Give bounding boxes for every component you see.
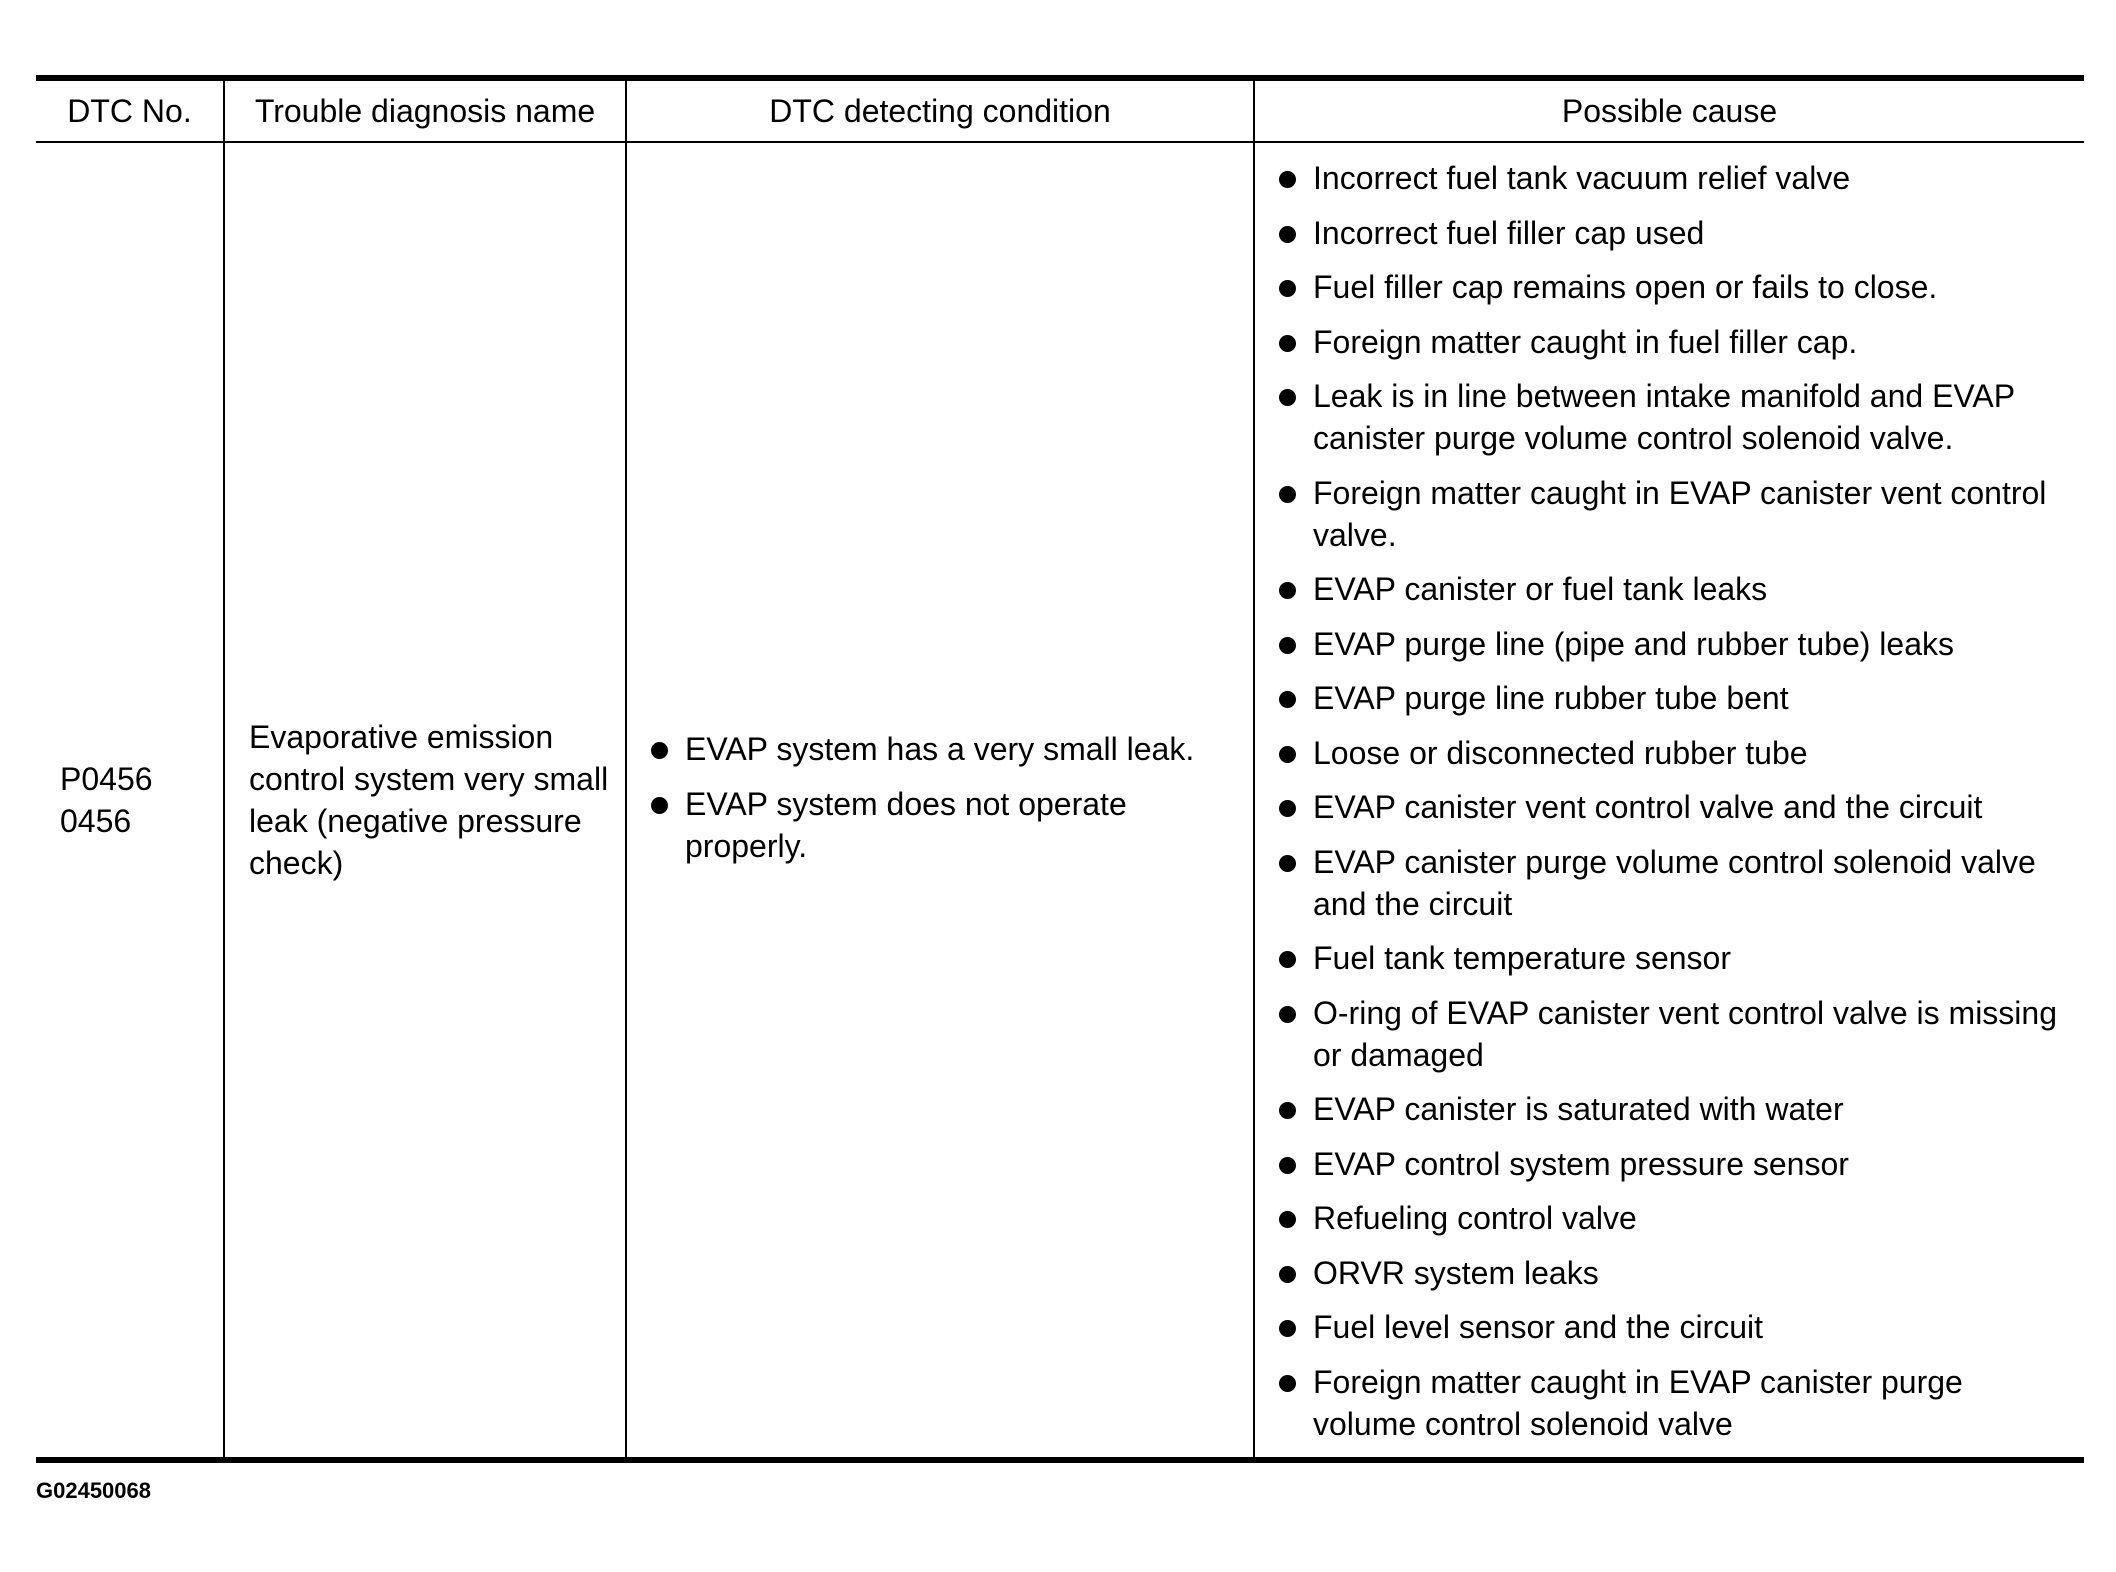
list-item (1255, 1143, 2084, 1185)
bullet-icon (1279, 691, 1296, 708)
figure-code: G02450068 (36, 1478, 151, 1503)
possible-cause-list (1255, 143, 2084, 1457)
list-item (1255, 1197, 2084, 1239)
list-item-text: EVAP canister is saturated with water (1313, 1091, 1844, 1127)
table-row (36, 142, 2084, 1460)
list-item-text: EVAP canister vent control valve and the circuit (1313, 789, 1983, 825)
list-item-text: Leak is in line between intake manifold and EVAP canister purge volume control solenoid valve. (1313, 378, 2015, 456)
bullet-icon (1279, 637, 1296, 654)
list-item-text: O-ring of EVAP canister vent control valve is missing or damaged (1313, 994, 2057, 1073)
bullet-icon (1279, 951, 1296, 968)
diagnosis-name: Evaporative emission control system very small leak (negative pressure check) (249, 718, 609, 881)
bullet-icon (1279, 486, 1296, 503)
bullet-icon (1279, 1211, 1296, 1228)
list-item-text: EVAP system has a very small leak. (685, 731, 1195, 768)
list-item-text: Loose or disconnected rubber tube (1313, 734, 1808, 771)
list-item-text: EVAP canister purge volume control solenoid valve and the circuit (1313, 843, 2036, 922)
dtc-number: P0456 (60, 760, 153, 797)
bullet-icon (651, 797, 668, 814)
list-item (627, 783, 1253, 867)
list-item-text: ORVR system leaks (1313, 1254, 1599, 1291)
header-trouble-diagnosis-name: Trouble diagnosis name (224, 78, 626, 142)
list-item (1255, 786, 2084, 828)
list-item (1255, 1361, 2084, 1445)
bullet-icon (1279, 1320, 1296, 1337)
dtc-number-cell (36, 142, 224, 1460)
bullet-icon (1279, 280, 1296, 297)
bullet-icon (1279, 335, 1296, 352)
list-item-text: Fuel level sensor and the circuit (1313, 1309, 1763, 1345)
header-possible-cause: Possible cause (1254, 78, 2084, 142)
list-item-text: Foreign matter caught in EVAP canister vent control valve. (1313, 474, 2047, 553)
bullet-icon (1279, 800, 1296, 817)
list-item (1255, 732, 2084, 774)
list-item (1255, 321, 2084, 363)
list-item (1255, 1306, 2084, 1348)
list-item (1255, 375, 2084, 459)
bullet-icon (1279, 389, 1296, 406)
list-item-text: EVAP canister or fuel tank leaks (1313, 571, 1768, 607)
list-item (1255, 1252, 2084, 1294)
list-item (1255, 1088, 2084, 1130)
list-item-text: EVAP purge line (pipe and rubber tube) leaks (1313, 625, 1954, 662)
bullet-icon (1279, 171, 1296, 188)
bullet-icon (1279, 746, 1296, 763)
dtc-table (36, 75, 2084, 1463)
bullet-icon (651, 742, 668, 759)
list-item (627, 728, 1253, 770)
list-item-text: Foreign matter caught in EVAP canister purge volume control solenoid valve (1313, 1363, 1963, 1442)
list-item (1255, 841, 2084, 925)
list-item (1255, 157, 2084, 199)
bullet-icon (1279, 1375, 1296, 1392)
bullet-icon (1279, 855, 1296, 872)
list-item-text: Fuel filler cap remains open or fails to close. (1313, 269, 1938, 305)
list-item-text: EVAP control system pressure sensor (1313, 1145, 1849, 1182)
list-item-text: Refueling control valve (1313, 1200, 1637, 1236)
list-item (1255, 568, 2084, 610)
list-item (1255, 212, 2084, 254)
list-item-text: EVAP purge line rubber tube bent (1313, 680, 1789, 716)
bullet-icon (1279, 1102, 1296, 1119)
bullet-icon (1279, 582, 1296, 599)
detecting-condition-list (627, 728, 1253, 867)
list-item-text: Fuel tank temperature sensor (1313, 940, 1731, 976)
list-item (1255, 266, 2084, 308)
list-item-text: Incorrect fuel tank vacuum relief valve (1313, 160, 1851, 196)
list-item (1255, 937, 2084, 979)
bullet-icon (1279, 1157, 1296, 1174)
list-item (1255, 472, 2084, 556)
list-item-text: Incorrect fuel filler cap used (1313, 214, 1705, 251)
list-item (1255, 992, 2084, 1076)
header-dtc-no: DTC No. (36, 78, 224, 142)
list-item-text: Foreign matter caught in fuel filler cap. (1313, 323, 1858, 360)
list-item-text: EVAP system does not operate properly. (685, 786, 1127, 865)
dtc-number: 0456 (60, 802, 132, 839)
diagnosis-name-cell (224, 142, 626, 1460)
bullet-icon (1279, 226, 1296, 243)
header-dtc-detecting-condition: DTC detecting condition (626, 78, 1254, 142)
detecting-condition-cell (626, 142, 1254, 1460)
possible-cause-cell (1254, 142, 2084, 1460)
list-item (1255, 677, 2084, 719)
list-item (1255, 623, 2084, 665)
table-header-row (36, 78, 2084, 142)
bullet-icon (1279, 1266, 1296, 1283)
bullet-icon (1279, 1006, 1296, 1023)
